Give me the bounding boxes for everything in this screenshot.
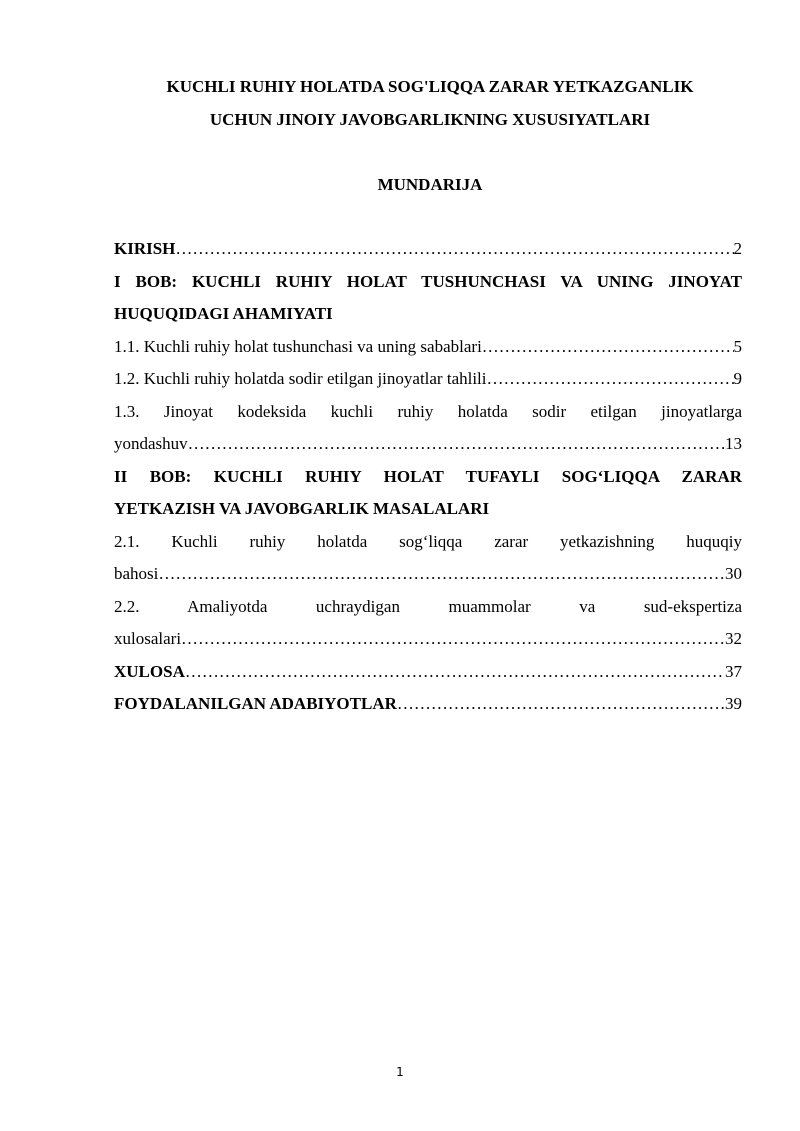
dot-leader: [397, 688, 725, 721]
toc-entry-1-1[interactable]: [114, 331, 742, 364]
toc-label: 1.1. Kuchli ruhiy holat tushunchasi va uning sabablari: [114, 336, 482, 356]
toc-label: xulosalari: [114, 629, 182, 648]
toc-page-number: 37: [725, 661, 742, 681]
toc-entry-1-3-line-1[interactable]: 1.3. Jinoyat kodeksida kuchli ruhiy holatda sodir etilgan jinoyatlarga: [114, 401, 742, 421]
toc-page-number: 5: [733, 336, 742, 356]
dot-leader: [188, 428, 725, 461]
toc-label: yondashuv: [114, 434, 188, 453]
toc-entry-1-3-line-2[interactable]: [114, 428, 742, 461]
toc-entry-2-1-line-2[interactable]: [114, 558, 742, 591]
toc-entry-adabiyotlar[interactable]: [114, 688, 742, 721]
toc-entry-xulosa[interactable]: [114, 656, 742, 689]
toc-page-number: 39: [725, 694, 742, 713]
dot-leader: [487, 363, 734, 396]
page-number: 1: [396, 1065, 404, 1079]
toc-page-number: 30: [725, 564, 742, 583]
toc-page-number: 9: [733, 369, 742, 388]
toc-entry-2-2-line-2[interactable]: [114, 623, 742, 656]
toc-chapter-2-line-2[interactable]: YETKAZISH VA JAVOBGARLIK MASALALARI: [114, 499, 490, 518]
toc-page-number: 32: [725, 629, 742, 648]
toc-entry-1-2[interactable]: [114, 363, 742, 396]
dot-leader: [158, 558, 725, 591]
toc-entry-2-1-line-1[interactable]: 2.1. Kuchli ruhiy holatda sog‘liqqa zarar yetkazishning huquqiy: [114, 531, 742, 551]
toc-page-number: 13: [725, 434, 742, 453]
toc-chapter-2-line-1[interactable]: II BOB: KUCHLI RUHIY HOLAT TUFAYLI SOG‘LIQQA ZARAR: [114, 466, 742, 486]
toc-label: bahosi: [114, 564, 159, 583]
toc-heading: MUNDARIJA: [377, 175, 483, 194]
toc-label: KIRISH: [114, 239, 176, 258]
document-title: [80, 70, 780, 136]
toc-entry-kirish[interactable]: [114, 233, 742, 266]
title-line-2: UCHUN JINOIY JAVOBGARLIKNING XUSUSIYATLARI: [209, 110, 651, 129]
dot-leader: [175, 233, 733, 266]
toc-entry-2-2-line-1[interactable]: 2.2. Amaliyotda uchraydigan muammolar va sud-ekspertiza: [114, 596, 742, 616]
dot-leader: [185, 656, 725, 689]
title-line-1: KUCHLI RUHIY HOLATDA SOG'LIQQA ZARAR YETKAZGANLIK: [166, 77, 694, 96]
toc-chapter-1-line-1[interactable]: I BOB: KUCHLI RUHIY HOLAT TUSHUNCHASI VA UNING JINOYAT: [114, 271, 742, 291]
toc-chapter-1-line-2[interactable]: HUQUQIDAGI AHAMIYATI: [114, 304, 333, 323]
table-of-contents: [114, 233, 742, 721]
toc-page-number: 2: [733, 239, 742, 258]
dot-leader: [482, 331, 734, 364]
toc-label: 1.2. Kuchli ruhiy holatda sodir etilgan jinoyatlar tahlili: [114, 369, 487, 388]
dot-leader: [181, 623, 725, 656]
toc-label: XULOSA: [114, 661, 185, 681]
toc-label: FOYDALANILGAN ADABIYOTLAR: [114, 694, 397, 713]
